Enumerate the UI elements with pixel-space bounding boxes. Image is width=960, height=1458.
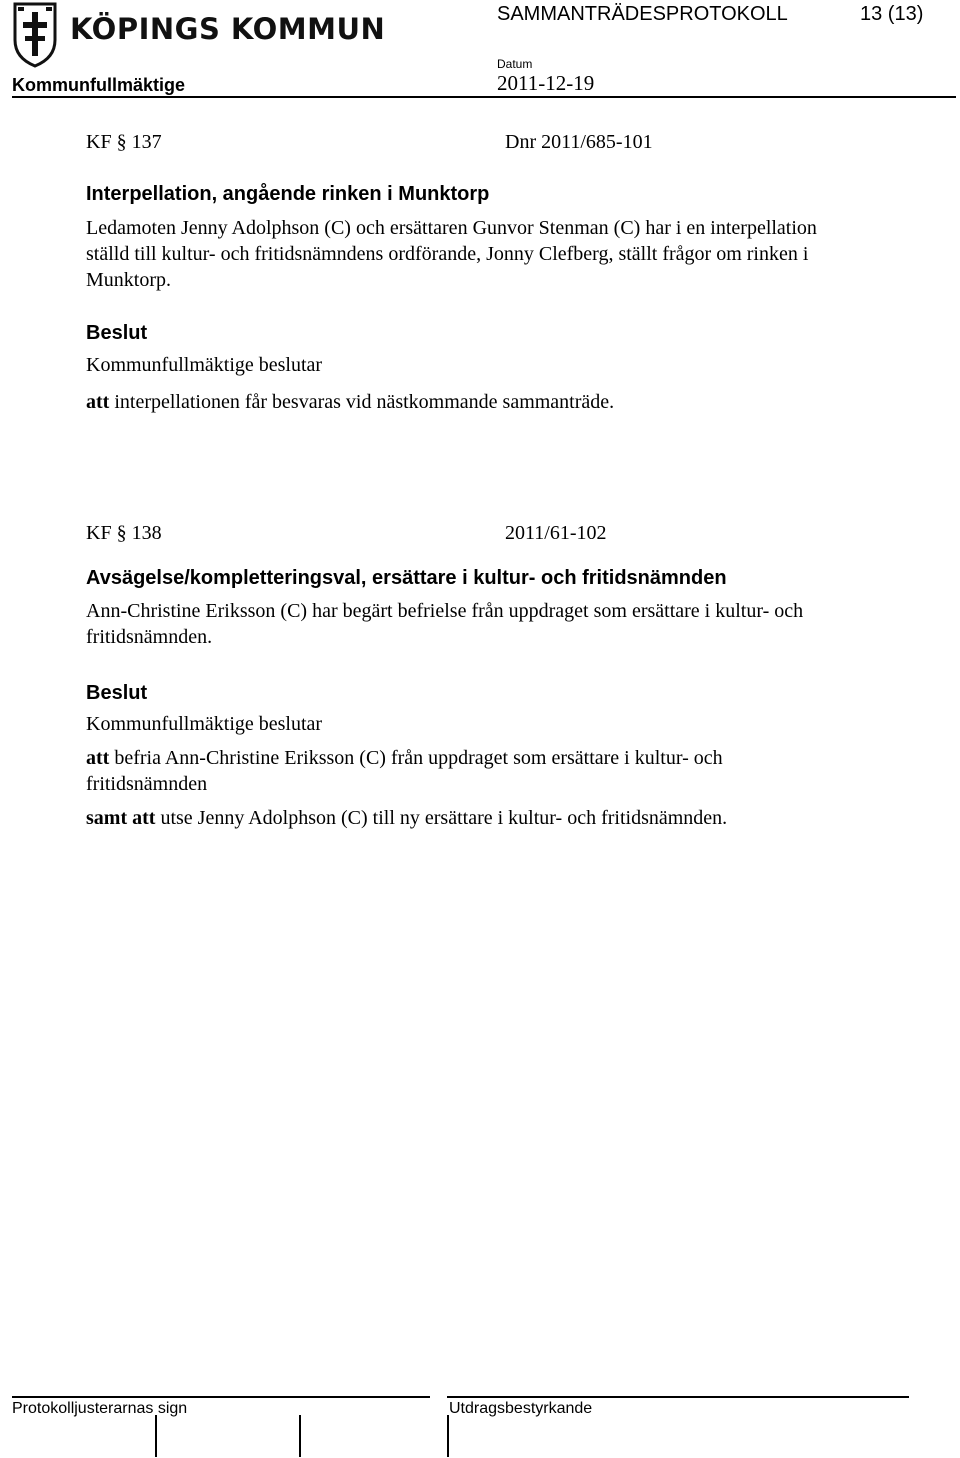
footer-divider-right [447, 1396, 909, 1398]
diary-number: 2011/61-102 [505, 522, 607, 544]
decision-text: utse Jenny Adolphson (C) till ny ersättare i kultur- och fritidsnämnden. [155, 807, 728, 829]
decision-keyword: att [86, 391, 110, 413]
paragraph-number: KF § 137 [86, 131, 162, 153]
beslut-heading: Beslut [86, 682, 148, 704]
signature-box-divider [299, 1415, 301, 1457]
decision-line [86, 807, 727, 830]
section-text: Ann-Christine Eriksson (C) har begärt befrielse från uppdraget som ersättare i kultur- och fritidsnämnden. [86, 600, 804, 648]
decision-keyword: att [86, 747, 110, 769]
decision-line [86, 391, 614, 414]
logo-wordmark: KÖPINGS KOMMUN [70, 12, 386, 46]
document-type: SAMMANTRÄDESPROTOKOLL [497, 3, 788, 25]
organization-name: Kommunfullmäktige [12, 75, 186, 95]
signature-label: Protokolljusterarnas sign [12, 1400, 188, 1417]
page-number: 13 (13) [860, 3, 924, 25]
beslut-heading: Beslut [86, 322, 148, 344]
diary-number: Dnr 2011/685-101 [505, 131, 653, 153]
beslut-intro: Kommunfullmäktige beslutar [86, 713, 323, 735]
decision-keyword: samt att [86, 807, 156, 829]
section-text: Ledamoten Jenny Adolphson (C) och ersättaren Gunvor Stenman (C) har i en interpellation ställd till kultur- och fritidsnämndens ordförande, Jonny Clefberg, ställt frågor om rinken i Munktorp. [86, 217, 817, 291]
decision-text: interpellationen får besvaras vid nästkommande sammanträde. [109, 391, 615, 413]
meeting-date: 2011-12-19 [497, 71, 595, 95]
municipality-logo [12, 2, 386, 68]
header-divider [12, 96, 956, 98]
date-label: Datum [497, 57, 533, 71]
footer-divider-left [12, 1396, 430, 1398]
signature-box-divider [155, 1415, 157, 1457]
section-title: Avsägelse/kompletteringsval, ersättare i kultur- och fritidsnämnden [86, 567, 727, 589]
certification-label: Utdragsbestyrkande [449, 1400, 593, 1417]
decision-text: befria Ann-Christine Eriksson (C) från uppdraget som ersättare i kultur- och fritidsnämnden [86, 747, 723, 795]
paragraph-number: KF § 138 [86, 522, 162, 544]
decision-line [86, 745, 826, 797]
signature-box-divider [447, 1415, 449, 1457]
coat-of-arms-icon [12, 2, 58, 68]
section-title: Interpellation, angående rinken i Munktorp [86, 183, 490, 205]
beslut-intro: Kommunfullmäktige beslutar [86, 354, 323, 376]
